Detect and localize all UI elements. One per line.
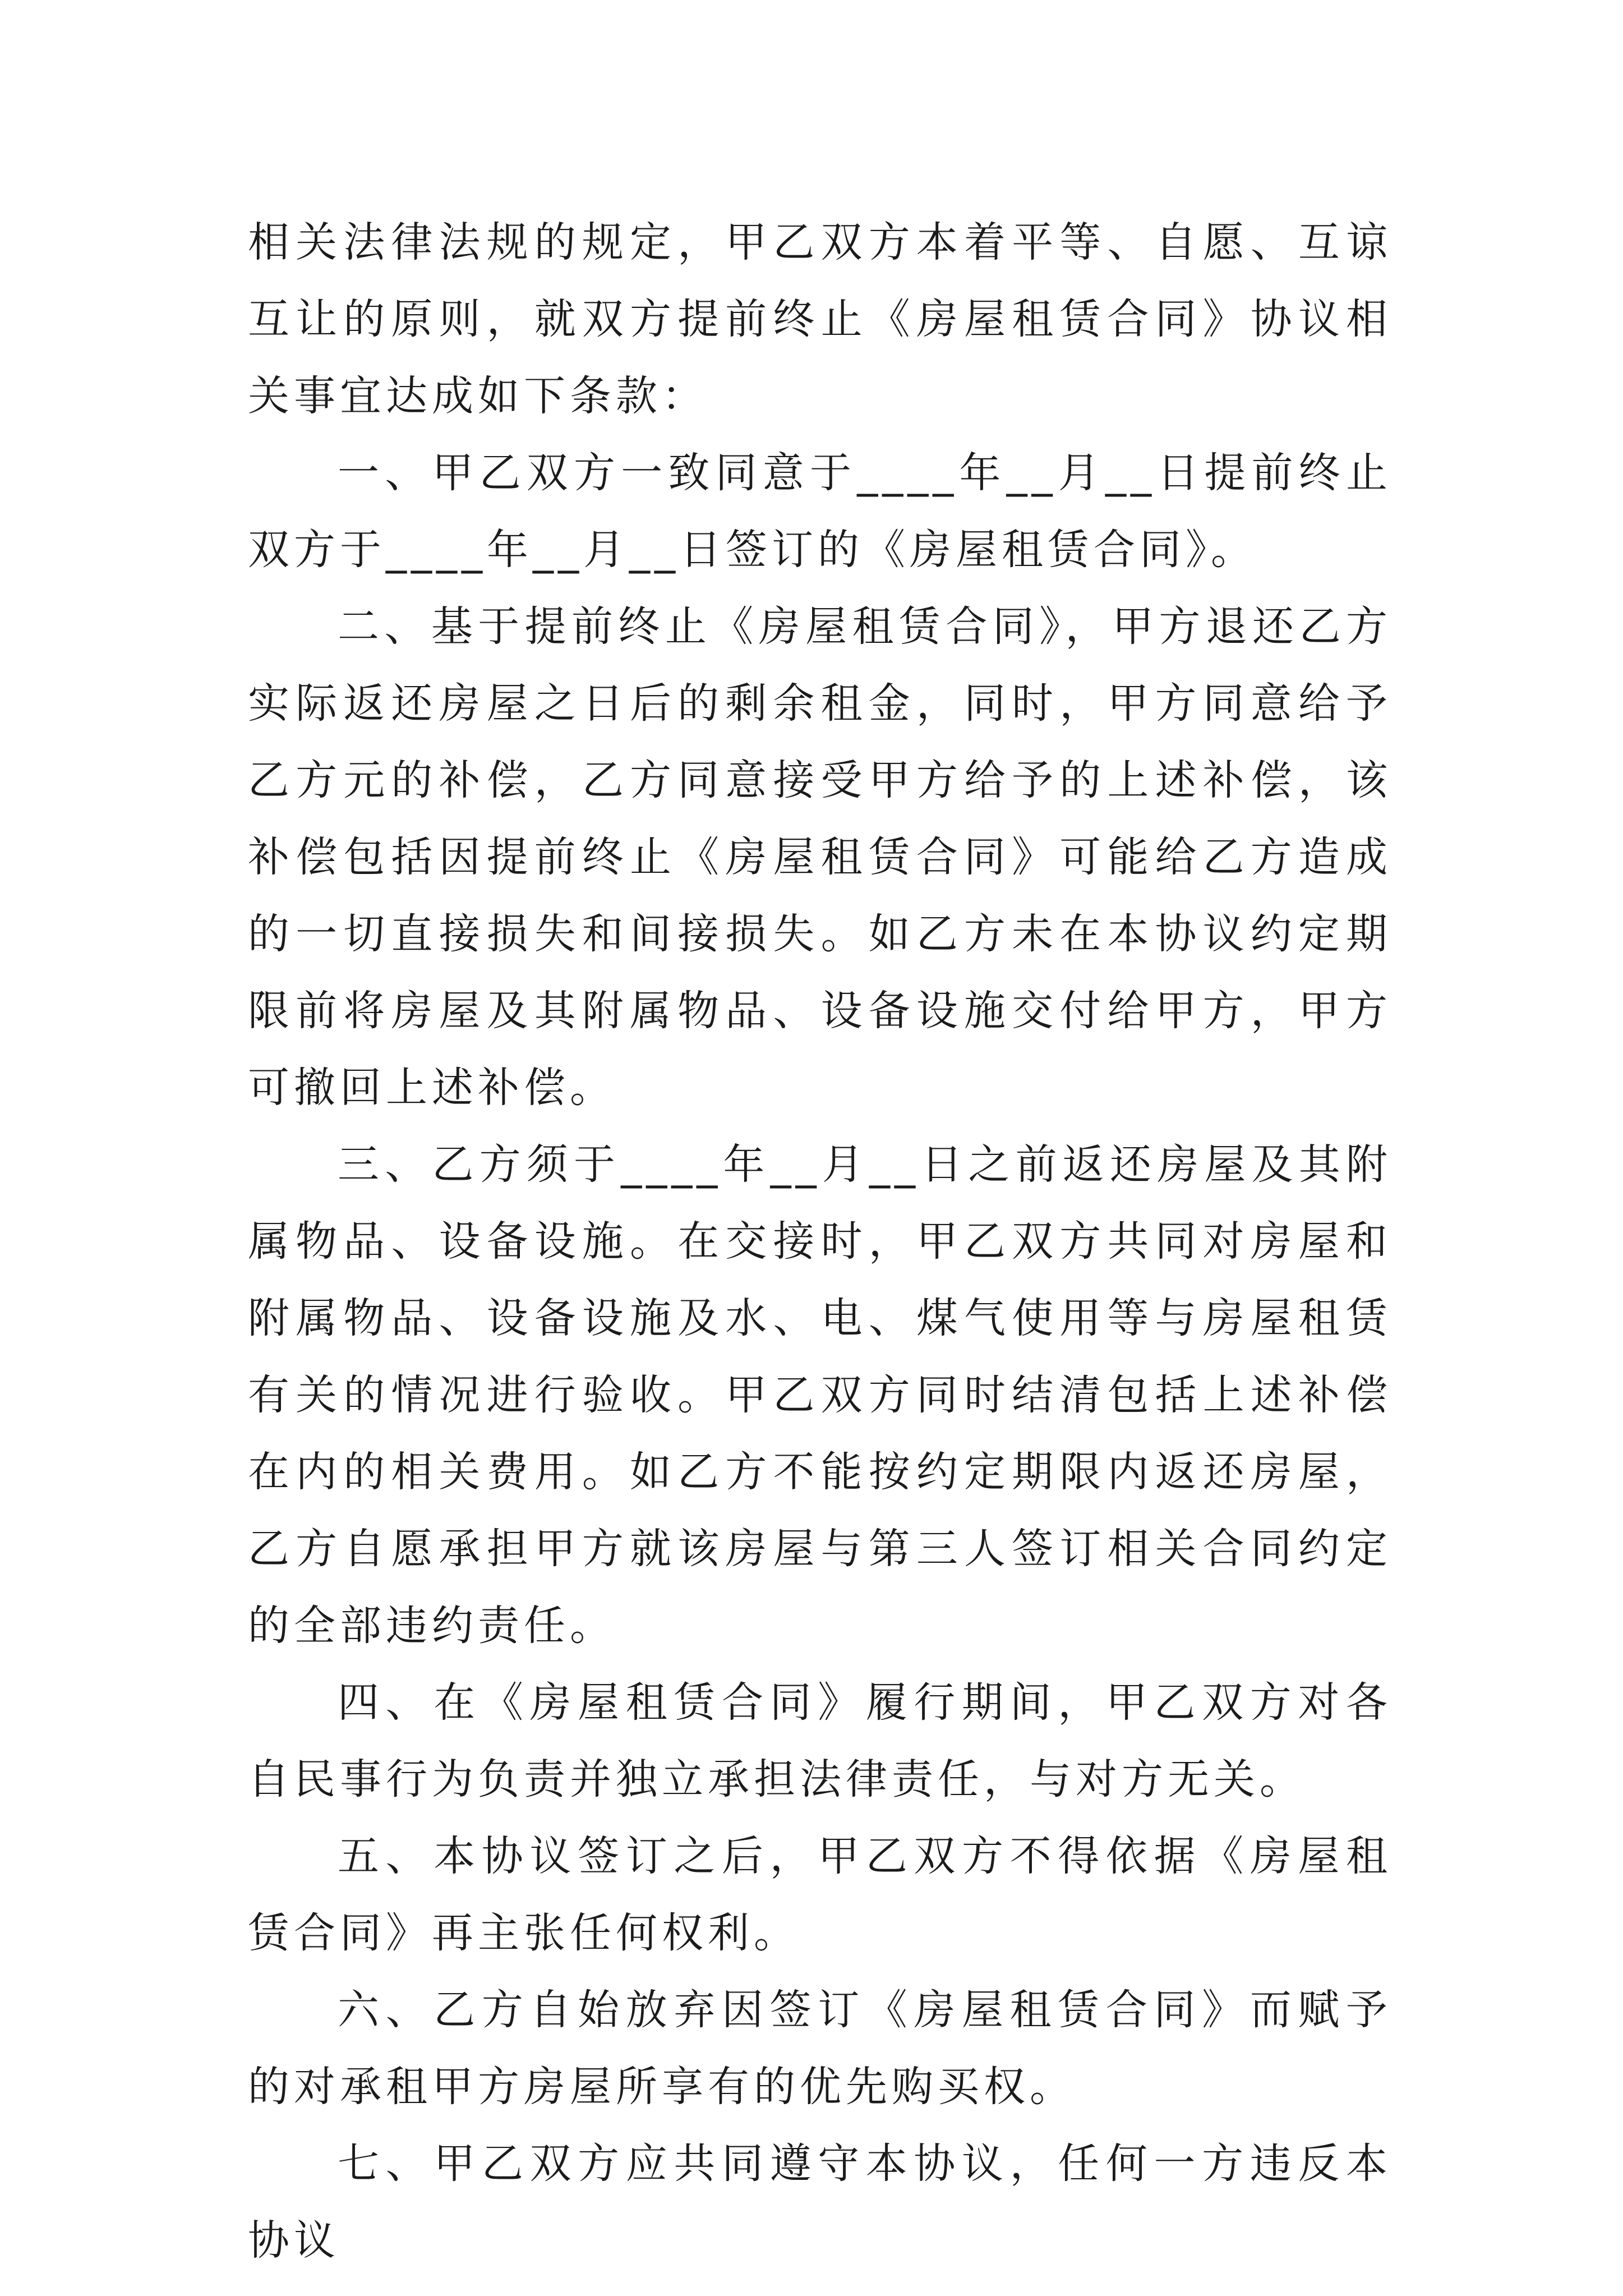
document-body <box>248 204 1392 2279</box>
paragraph-clause-6: 六、乙方自始放弃因签订《房屋租赁合同》而赋予的对承租甲方房屋所享有的优先购买权。 <box>248 1986 1392 2111</box>
paragraph-clause-1: 一、甲乙双方一致同意于____年__月__日提前终止双方于____年__月__日签订的《房屋租赁合同》。 <box>248 449 1392 574</box>
paragraph-clause-5: 五、本协议签订之后，甲乙双方不得依据《房屋租赁合同》再主张任何权利。 <box>248 1832 1392 1957</box>
paragraph-clause-3: 三、乙方须于____年__月__日之前返还房屋及其附属物品、设备设施。在交接时，甲乙双方共同对房屋和附属物品、设备设施及水、电、煤气使用等与房屋租赁有关的情况进行验收。甲乙双方同时结清包括上述补偿在内的相关费用。如乙方不能按约定期限内返还房屋，乙方自愿承担甲方就该房屋与第三人签订相关合同约定的全部违约责任。 <box>248 1140 1392 1650</box>
paragraph-preamble: 相关法律法规的规定，甲乙双方本着平等、自愿、互谅互让的原则，就双方提前终止《房屋租赁合同》协议相关事宜达成如下条款： <box>248 218 1392 420</box>
paragraph-clause-7: 七、甲乙双方应共同遵守本协议，任何一方违反本协议 <box>248 2139 1392 2265</box>
paragraph-clause-2: 二、基于提前终止《房屋租赁合同》，甲方退还乙方实际返还房屋之日后的剩余租金，同时，甲方同意给予乙方元的补偿，乙方同意接受甲方给予的上述补偿，该补偿包括因提前终止《房屋租赁合同》可能给乙方造成的一切直接损失和间接损失。如乙方未在本协议约定期限前将房屋及其附属物品、设备设施交付给甲方，甲方可撤回上述补偿。 <box>248 602 1392 1112</box>
paragraph-clause-4: 四、在《房屋租赁合同》履行期间，甲乙双方对各自民事行为负责并独立承担法律责任，与对方无关。 <box>248 1678 1392 1803</box>
